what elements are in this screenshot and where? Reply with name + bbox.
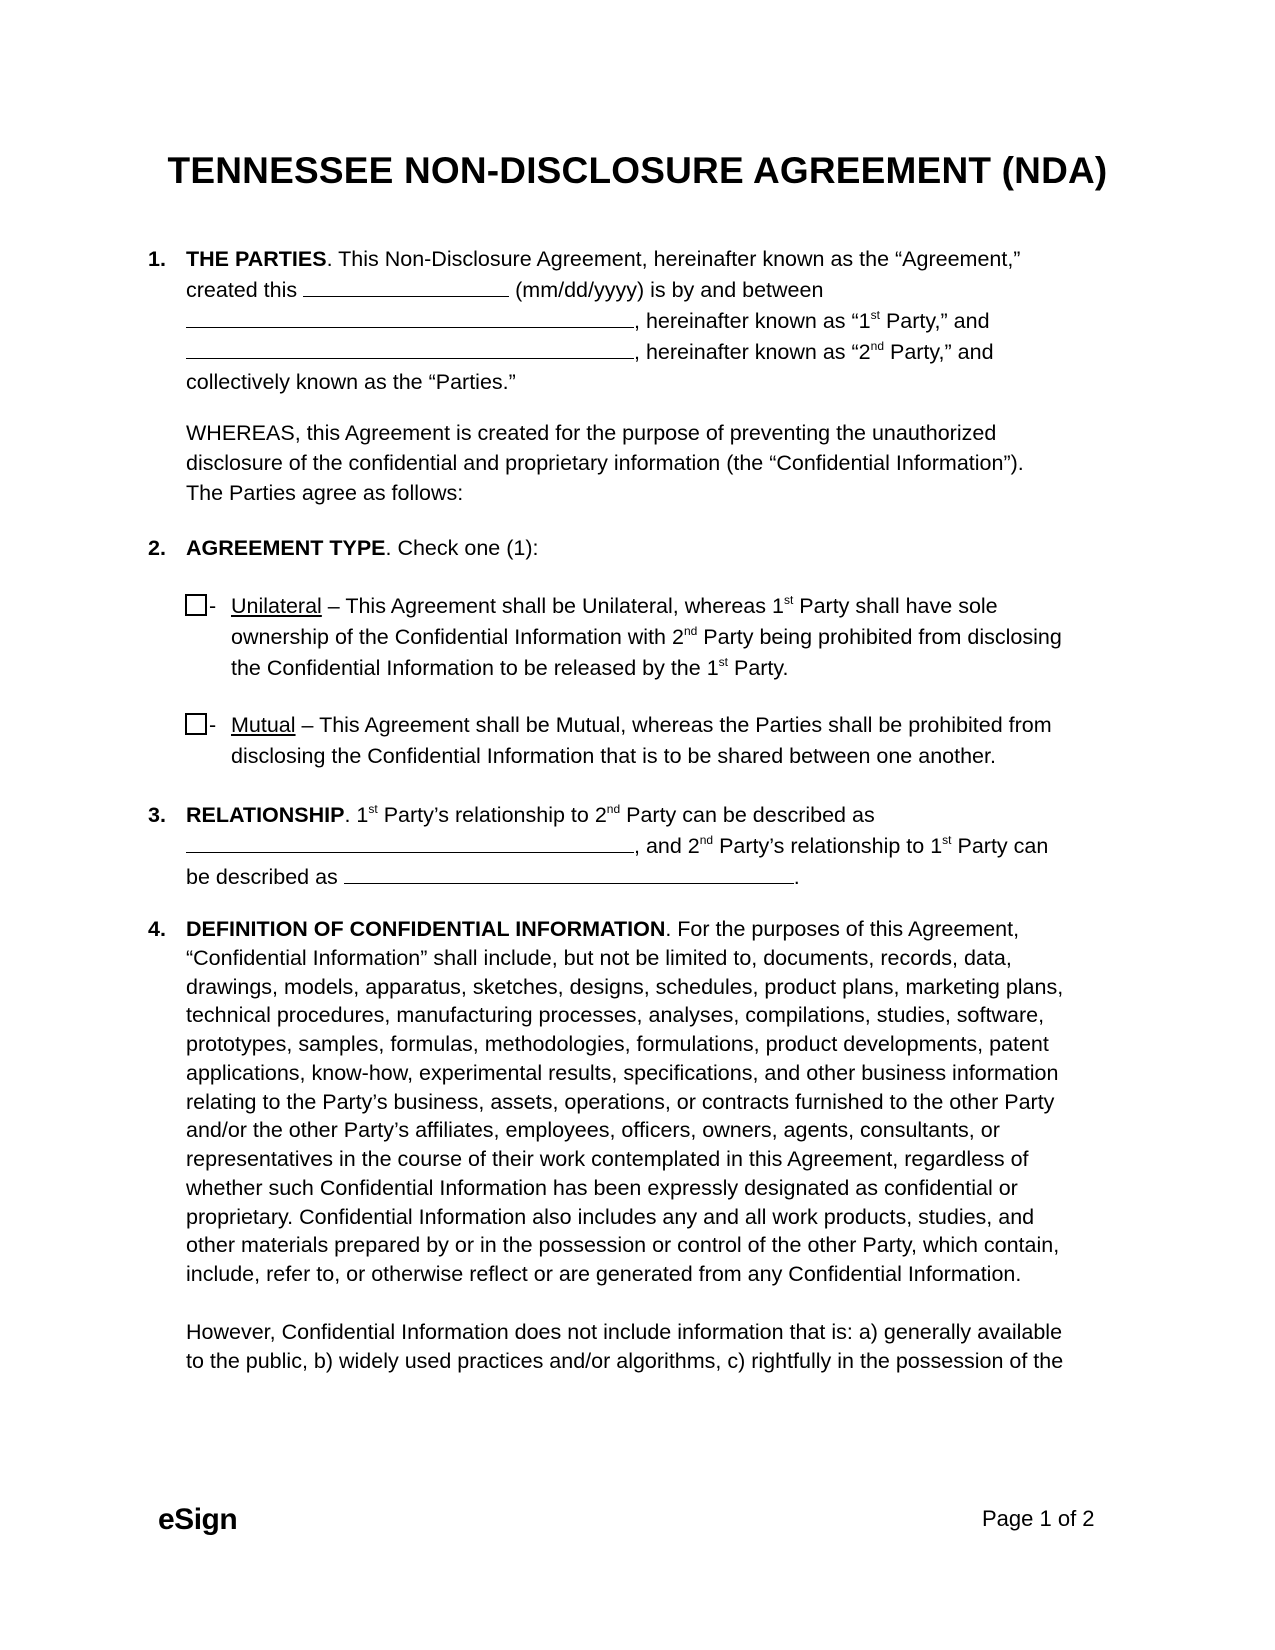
document-title: TENNESSEE NON-DISCLOSURE AGREEMENT (NDA) bbox=[167, 150, 1108, 191]
section-line: , hereinafter known as “2nd Party,” and bbox=[186, 336, 1128, 367]
relationship-2-field[interactable] bbox=[344, 861, 794, 884]
unilateral-checkbox[interactable] bbox=[185, 594, 207, 616]
mutual-checkbox[interactable] bbox=[185, 713, 207, 735]
section-line: collectively known as the “Parties.” bbox=[186, 370, 516, 394]
section-line: THE PARTIES. This Non-Disclosure Agreement, hereinafter known as the “Agreement,” bbox=[186, 247, 1021, 271]
section-number: 2. bbox=[148, 536, 166, 560]
section-number: 3. bbox=[148, 803, 166, 827]
section-label: THE PARTIES bbox=[186, 247, 327, 271]
first-party-name-field[interactable] bbox=[186, 305, 634, 328]
option-name: Mutual bbox=[231, 713, 296, 737]
date-field[interactable] bbox=[303, 274, 509, 297]
relationship-1-field[interactable] bbox=[186, 830, 634, 853]
section-line: created this (mm/dd/yyyy) is by and between bbox=[186, 274, 1128, 305]
document-page: TENNESSEE NON-DISCLOSURE AGREEMENT (NDA) 1. THE PARTIES. This Non-Disclosure Agreement, hereinafter known as the “Agreement,” created this (mm/dd/yyyy) is by and between , hereinafter known as “1st Party,” and , hereinafter known as “2nd Party,” and collectively known as the “Parties.” WHEREAS, this Agreement is created for the purpose of preventing the unauthorized disclosure of the confidential and proprietary information (the “Confidential Information”). The Parties agree as follows: 2. AGREEMENT TYPE. Check one (1): - Unilateral – This Agreement shall be Unilateral, whereas 1st Party shall have sole ownership of the Confidential Information with 2nd Party being prohibited from disclosing the Confidential Information to be released by the 1st Party. - Mutual – This Agreement shall be Mutual, whereas the Parties shall be prohibited from disclosing the Confidential Information that is to be shared between one another. 3. RELATIONSHIP. 1st Party’s relationship to 2nd Party can be described as , and 2nd Party’s relationship to 1st Party can be described as . 4. DEFINITION OF CONFIDENTIAL INFORMATION. For the purposes of this Agreement, “Confidential Information” shall include, but not be limited to, documents, records, data, drawings, models, apparatus, sketches, designs, schedules, product plans, marketing plans, technical procedures, manufacturing processes, analyses, compilations, studies, software, prototypes, samples, formulas, methodologies, formulations, product developments, patent applications, know-how, experimental results, specifications, and other business information relating to the Party’s business, assets, operations, or contracts furnished to the other Party and/or the other Party’s affiliates, employees, officers, owners, agents, consultants, or representatives in the course of their work contemplated in this Agreement, regardless of whether such Confidential Information has been expressly designated as confidential or proprietary. Confidential Information also includes any and all work products, studies, and other materials prepared by or in the possession or control of the other Party, which contain, include, refer to, or otherwise reflect or are generated from any Confidential Information. However, Confidential Information does not include information that is: a) generally available to the public, b) widely used practices and/or algorithms, c) rightfully in the possession of the eSign Page 1 of 2 bbox=[0, 0, 1275, 1650]
second-party-name-field[interactable] bbox=[186, 336, 634, 359]
section-number: 4. bbox=[148, 917, 166, 941]
section-label: DEFINITION OF CONFIDENTIAL INFORMATION bbox=[186, 917, 666, 941]
section-line: , hereinafter known as “1st Party,” and bbox=[186, 305, 1128, 336]
however-paragraph: However, Confidential Information does not include information that is: a) generally available to the public, b) widely used practices and/or algorithms, c) rightfully in the possession of the bbox=[186, 1320, 1064, 1373]
esign-logo: eSign bbox=[158, 1503, 238, 1536]
section-number: 1. bbox=[148, 247, 166, 271]
section-label: AGREEMENT TYPE bbox=[186, 536, 386, 560]
whereas-paragraph: WHEREAS, this Agreement is created for the purpose of preventing the unauthorized disclosure of the confidential and proprietary information (the “Confidential Information”). The Parties agree as follows: bbox=[186, 421, 1024, 505]
section-label: RELATIONSHIP bbox=[186, 803, 345, 827]
page-number: Page 1 of 2 bbox=[982, 1506, 1095, 1531]
option-name: Unilateral bbox=[231, 594, 322, 618]
